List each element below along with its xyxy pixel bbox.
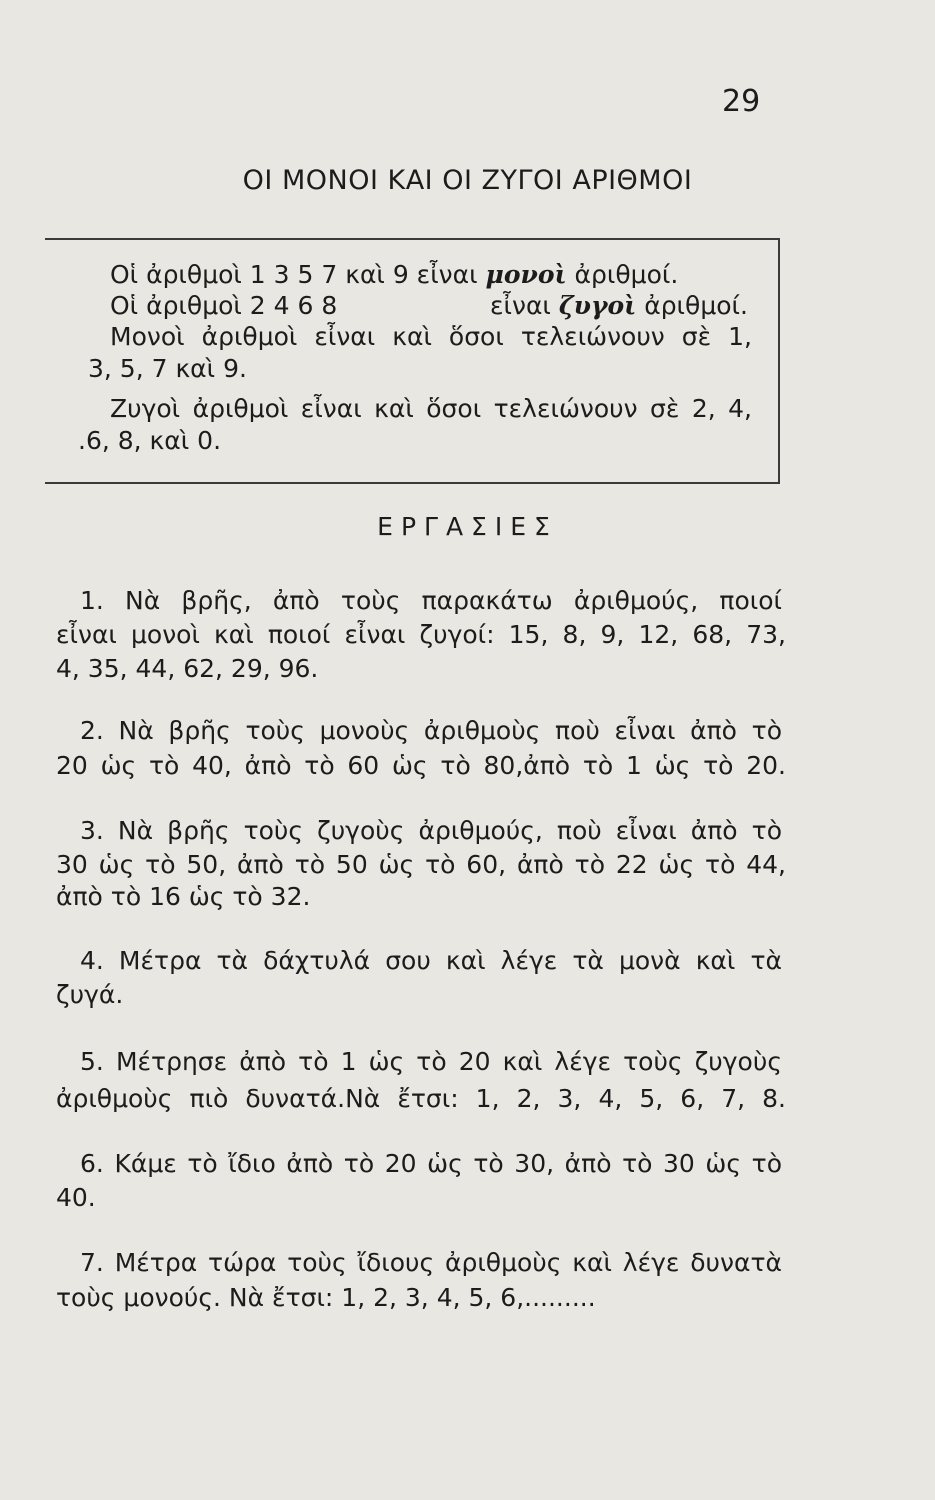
- rule-text: Οἱ ἀριθμοὶ 2 4 6 8: [110, 291, 338, 320]
- exercise-1-line-2: εἶναι μονοὶ καὶ ποιοί εἶναι ζυγοί: 15, 8, 9, 12, 68, 73,: [56, 620, 786, 649]
- rule-line-5: Ζυγοὶ ἀριθμοὶ εἶναι καὶ ὅσοι τελειώνουν σὲ 2, 4,: [110, 394, 752, 423]
- page-title: ΟΙ ΜΟΝΟΙ ΚΑΙ ΟΙ ΖΥΓΟΙ ΑΡΙΘΜΟΙ: [242, 165, 693, 196]
- rule-line-4: 3, 5, 7 καὶ 9.: [88, 354, 247, 383]
- exercise-3-line-3: ἀπὸ τὸ 16 ὡς τὸ 32.: [56, 882, 311, 911]
- exercise-6-line-1: 6. Κάμε τὸ ἴδιο ἀπὸ τὸ 20 ὡς τὸ 30, ἀπὸ τὸ 30 ὡς τὸ: [80, 1149, 782, 1178]
- exercise-7-line-1: 7. Μέτρα τώρα τοὺς ἴδιους ἀριθμοὺς καὶ λέγε δυνατὰ: [80, 1248, 782, 1277]
- rule-line-6: .6, 8, καὶ 0.: [78, 426, 222, 455]
- rule-text: ἀριθμοί.: [566, 260, 679, 289]
- rule-text: Οἱ ἀριθμοὶ 1 3 5 7 καὶ 9 εἶναι: [110, 260, 486, 289]
- rule-line-2: [110, 289, 337, 323]
- exercise-2-line-2: 20 ὡς τὸ 40, ἀπὸ τὸ 60 ὡς τὸ 80,ἀπὸ τὸ 1 ὡς τὸ 20.: [56, 751, 786, 780]
- exercise-5-line-1: 5. Μέτρησε ἀπὸ τὸ 1 ὡς τὸ 20 καὶ λέγε τοὺς ζυγοὺς: [80, 1047, 782, 1076]
- rule-text: εἶναι: [490, 291, 559, 320]
- exercises-heading: ΕΡΓΑΣΙΕΣ: [377, 512, 558, 541]
- emphasis-odd: μονοὶ: [485, 260, 567, 289]
- rule-text: ἀριθμοί.: [636, 291, 748, 320]
- exercise-3-line-2: 30 ὡς τὸ 50, ἀπὸ τὸ 50 ὡς τὸ 60, ἀπὸ τὸ 22 ὡς τὸ 44,: [56, 850, 786, 879]
- rule-line-3: Μονοὶ ἀριθμοὶ εἶναι καὶ ὅσοι τελειώνουν σὲ 1,: [110, 322, 752, 351]
- exercise-4-line-1: 4. Μέτρα τὰ δάχτυλά σου καὶ λέγε τὰ μονὰ καὶ τὰ: [80, 946, 782, 975]
- page-number: 29: [722, 84, 761, 119]
- exercise-4-line-2: ζυγά.: [56, 980, 124, 1009]
- exercise-1-line-3: 4, 35, 44, 62, 29, 96.: [56, 654, 319, 683]
- exercise-2-line-1: 2. Νὰ βρῆς τοὺς μονοὺς ἀριθμοὺς ποὺ εἶναι ἀπὸ τὸ: [80, 716, 782, 745]
- emphasis-even: ζυγοὶ: [558, 291, 637, 320]
- rule-line-2-right: [490, 289, 748, 323]
- rule-line-1: [110, 258, 678, 292]
- exercise-5-line-2: ἀριθμοὺς πιὸ δυνατά.Νὰ ἔτσι: 1, 2, 3, 4, 5, 6, 7, 8.: [56, 1084, 786, 1113]
- exercise-1-line-1: 1. Νὰ βρῆς, ἀπὸ τοὺς παρακάτω ἀριθμούς, ποιοί: [80, 586, 782, 615]
- exercise-3-line-1: 3. Νὰ βρῆς τοὺς ζυγοὺς ἀριθμούς, ποὺ εἶναι ἀπὸ τὸ: [80, 816, 782, 845]
- exercise-7-line-2: τοὺς μονούς. Νὰ ἔτσι: 1, 2, 3, 4, 5, 6,.........: [56, 1283, 596, 1312]
- exercise-6-line-2: 40.: [56, 1183, 96, 1212]
